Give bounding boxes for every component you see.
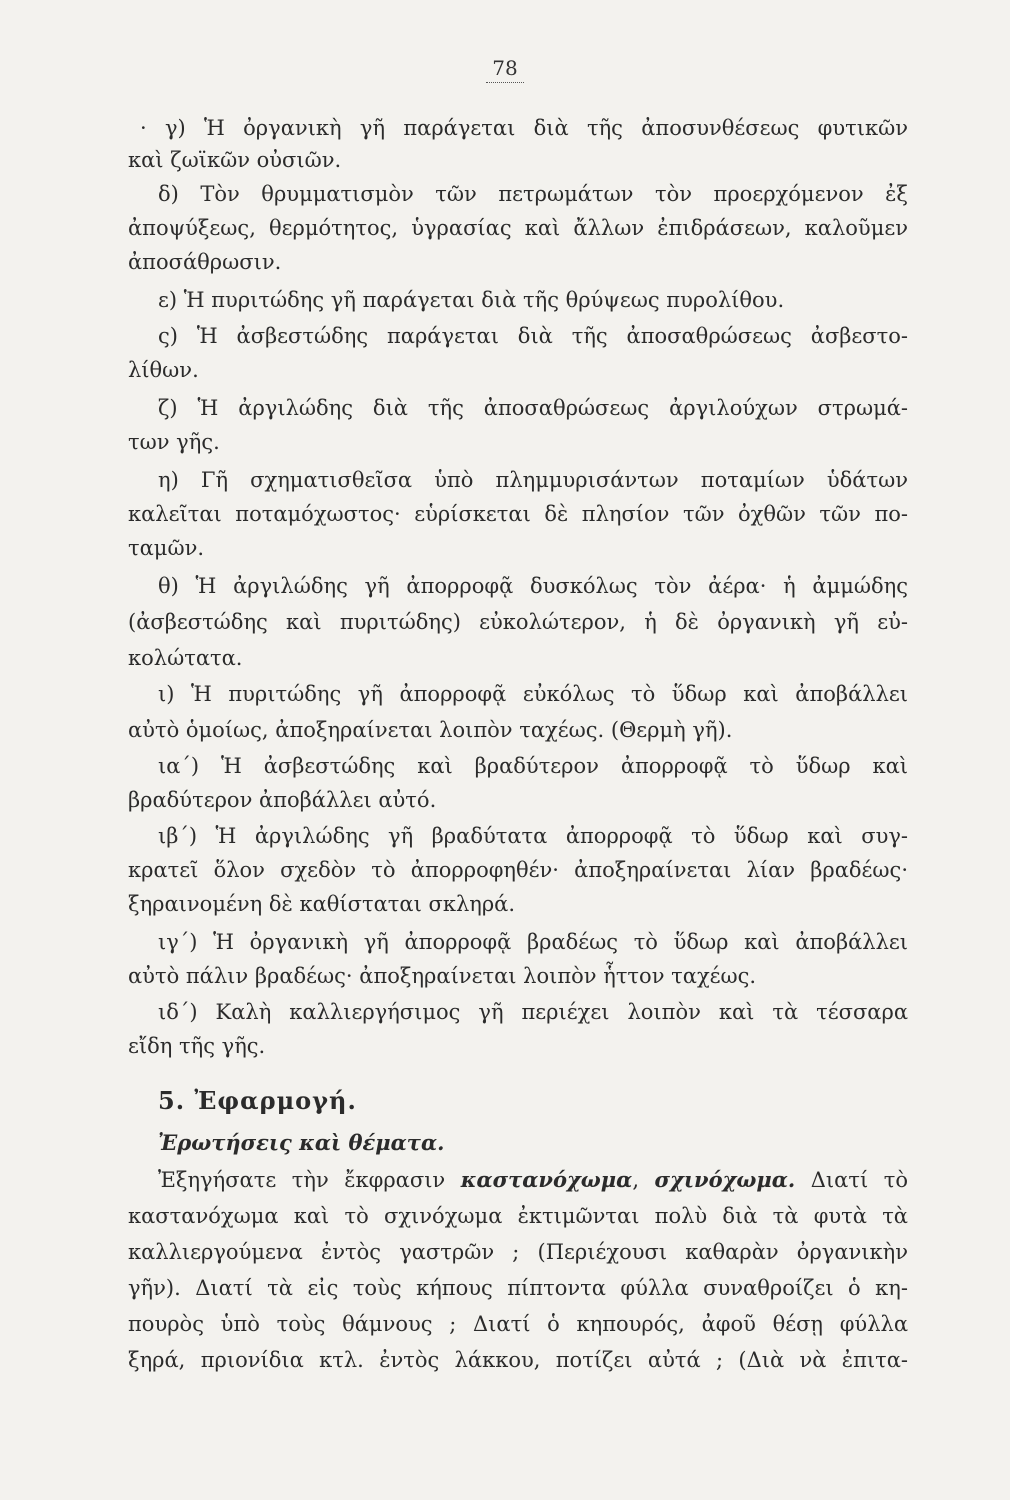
text-line: η) Γῆ σχηματισθεῖσα ὑπὸ πλημμυρισάντων ποταμίων ὑδάτων (158, 468, 908, 492)
text-line: εἴδη τῆς γῆς. (128, 1034, 266, 1058)
text-line: ια΄) Ἡ ἀσβεστώδης καὶ βραδύτερον ἀπορροφᾷ τὸ ὕδωρ καὶ (158, 754, 908, 778)
text-line (158, 1166, 908, 1194)
text-line: καλλιεργούμενα ἐντὸς γαστρῶν ; (Περιέχουσι καθαρὰν ὀργανικὴν (128, 1240, 908, 1264)
emphasized-term: καστανόχωμα (460, 1167, 633, 1192)
text-line: ιγ΄) Ἡ ὀργανικὴ γῆ ἀπορροφᾷ βραδέως τὸ ὕδωρ καὶ ἀποβάλλει (158, 930, 908, 954)
text-line: γῆν). Διατί τὰ εἰς τοὺς κήπους πίπτοντα φύλλα συναθροίζει ὁ κη- (128, 1276, 908, 1300)
text-line: καλεῖται ποταμόχωστος· εὑρίσκεται δὲ πλησίον τῶν ὀχθῶν τῶν πο- (128, 502, 908, 526)
text-line: των γῆς. (128, 430, 220, 454)
text-line: αὐτὸ ὁμοίως, ἀποξηραίνεται λοιπὸν ταχέως. (Θερμὴ γῆ). (128, 718, 733, 742)
text-line: ς) Ἡ ἀσβεστώδης παράγεται διὰ τῆς ἀποσαθρώσεως ἀσβεστο- (158, 324, 908, 348)
text-line: ξηρά, πριονίδια κτλ. ἐντὸς λάκκου, ποτίζει αὐτά ; (Διὰ νὰ ἐπιτα- (128, 1348, 908, 1372)
text-run: , (632, 1168, 655, 1192)
text-line: θ) Ἡ ἀργιλώδης γῆ ἀπορροφᾷ δυσκόλως τὸν ἀέρα· ἡ ἀμμώδης (158, 574, 908, 598)
text-line: ε) Ἡ πυριτώδης γῆ παράγεται διὰ τῆς θρύψεως πυρολίθου. (158, 288, 785, 312)
text-line: ἀποσάθρωσιν. (128, 250, 282, 274)
text-line: λίθων. (128, 358, 199, 382)
text-line: κρατεῖ ὅλον σχεδὸν τὸ ἀπορροφηθέν· ἀποξηραίνεται λίαν βραδέως· (128, 858, 908, 882)
text-line: ιδ΄) Καλὴ καλλιεργήσιμος γῆ περιέχει λοιπὸν καὶ τὰ τέσσαρα (158, 1000, 908, 1024)
text-line: ι) Ἡ πυριτώδης γῆ ἀπορροφᾷ εὐκόλως τὸ ὕδωρ καὶ ἀποβάλλει (158, 682, 908, 706)
subheading: Ἐρωτήσεις καὶ θέματα. (158, 1130, 445, 1155)
section-heading: 5. Ἐφαρμογή. (158, 1086, 357, 1115)
text-line: (ἀσβεστώδης καὶ πυριτώδης) εὐκολώτερον, ἡ δὲ ὀργανικὴ γῆ εὐ- (128, 610, 908, 634)
emphasized-term: σχινόχωμα. (654, 1167, 796, 1192)
text-line: · γ) Ἡ ὀργανικὴ γῆ παράγεται διὰ τῆς ἀποσυνθέσεως φυτικῶν (140, 116, 908, 140)
text-line: ἀποψύξεως, θερμότητος, ὑγρασίας καὶ ἄλλων ἐπιδράσεων, καλοῦμεν (128, 216, 908, 240)
text-line: κολώτατα. (128, 646, 243, 670)
text-line: καστανόχωμα καὶ τὸ σχινόχωμα ἐκτιμῶνται πολὺ διὰ τὰ φυτὰ τὰ (128, 1204, 908, 1228)
text-run: Ἐξηγήσατε τὴν ἔκφρασιν (158, 1168, 461, 1192)
page-number: 78 (0, 56, 1010, 80)
text-line: δ) Τὸν θρυμματισμὸν τῶν πετρωμάτων τὸν προερχόμενον ἐξ (158, 182, 908, 206)
text-line: ιβ΄) Ἡ ἀργιλώδης γῆ βραδύτατα ἀπορροφᾷ τὸ ὕδωρ καὶ συγ- (158, 824, 908, 848)
text-line: αὐτὸ πάλιν βραδέως· ἀποξηραίνεται λοιπὸν ἧττον ταχέως. (128, 964, 757, 988)
text-line: βραδύτερον ἀποβάλλει αὐτό. (128, 788, 437, 812)
text-run: Διατί τὸ (795, 1168, 908, 1192)
text-line: ζ) Ἡ ἀργιλώδης διὰ τῆς ἀποσαθρώσεως ἀργιλούχων στρωμά- (158, 396, 908, 420)
text-line: καὶ ζωϊκῶν οὐσιῶν. (128, 148, 342, 172)
text-line: ταμῶν. (128, 536, 205, 560)
text-line: πουρὸς ὑπὸ τοὺς θάμνους ; Διατί ὁ κηπουρός, ἀφοῦ θέσῃ φύλλα (128, 1312, 908, 1336)
text-line: ξηραινομένη δὲ καθίσταται σκληρά. (128, 892, 516, 916)
